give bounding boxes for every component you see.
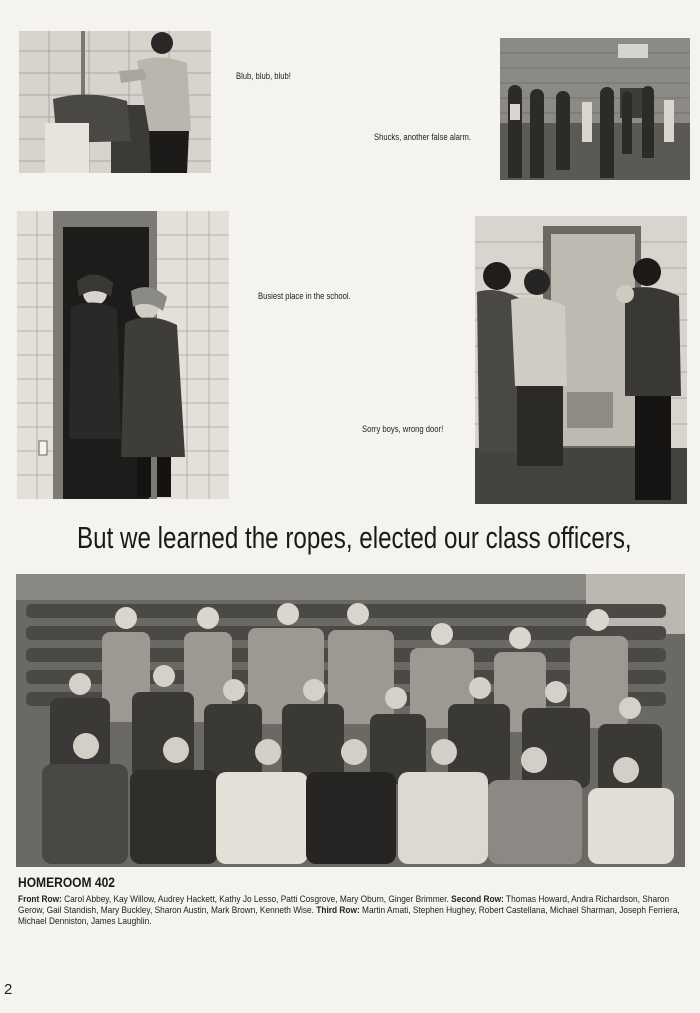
- photo-false-alarm-image: [500, 38, 690, 180]
- front-row-names: Carol Abbey, Kay Willow, Audrey Hackett, Kathy Jo Lesso, Patti Cosgrove, Mary Oburn, Ginger Brimmer.: [64, 894, 449, 905]
- photo-caption: Sorry boys, wrong door!: [362, 424, 444, 434]
- page-number: 2: [4, 981, 13, 998]
- photo-blub: [19, 31, 211, 173]
- homeroom-title: HOMEROOM 402: [18, 874, 116, 890]
- photo-busiest-place: [17, 211, 229, 499]
- homeroom-names: [18, 894, 683, 927]
- page-headline: But we learned the ropes, elected our class officers,: [77, 520, 632, 555]
- photo-homeroom-402-image: [16, 574, 685, 867]
- photo-caption: Busiest place in the school.: [258, 291, 351, 301]
- third-row-names: Martin Amati, Stephen Hughey, Robert Castellana, Michael Sharman, Joseph Ferriera, Michael Denniston, James Laughlin.: [18, 905, 680, 927]
- photo-caption: Blub, blub, blub!: [236, 71, 291, 81]
- photo-blub-image: [19, 31, 211, 173]
- photo-false-alarm: [500, 38, 690, 180]
- photo-caption: Shucks, another false alarm.: [374, 132, 471, 142]
- photo-wrong-door: [475, 216, 687, 504]
- second-row-label: Second Row:: [451, 894, 504, 905]
- third-row-label: Third Row:: [316, 905, 360, 916]
- photo-busiest-place-image: [17, 211, 229, 499]
- photo-homeroom-402: [16, 574, 685, 867]
- front-row-label: Front Row:: [18, 894, 62, 905]
- second-row-names: Thomas Howard, Andra Richardson, Sharon Gerow, Gail Standish, Mary Buckley, Sharon Austin, Mark Brown, Kenneth Wise.: [18, 894, 670, 916]
- photo-wrong-door-image: [475, 216, 687, 504]
